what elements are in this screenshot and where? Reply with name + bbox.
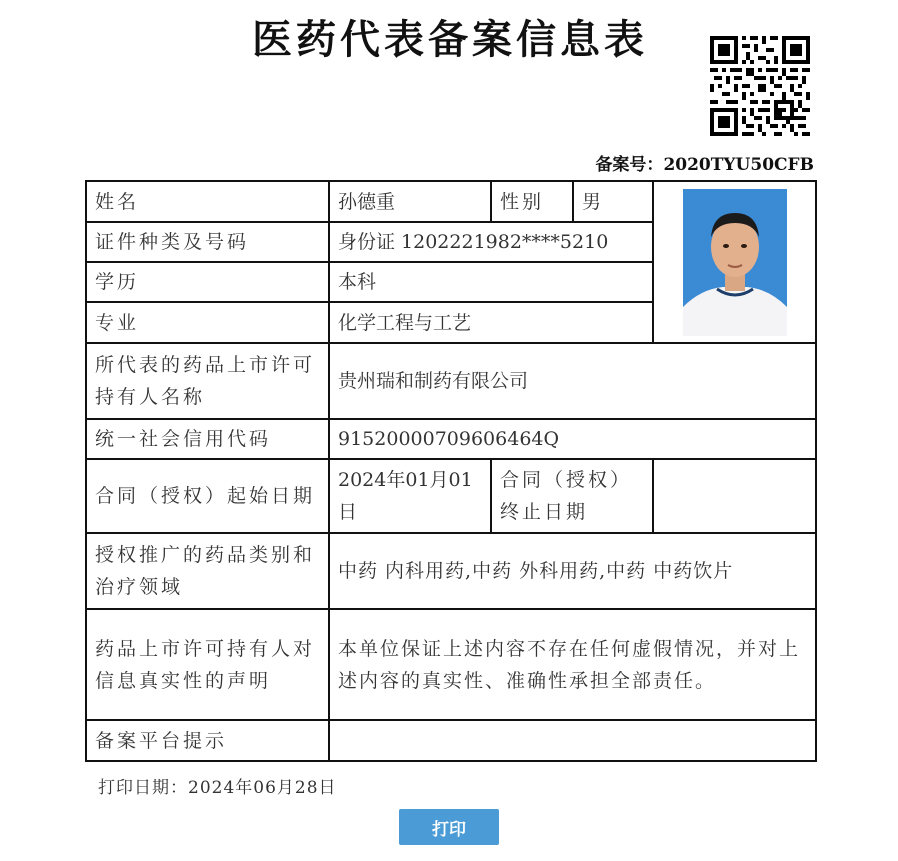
gender-value: 男 <box>573 181 653 222</box>
holder-label: 所代表的药品上市许可持有人名称 <box>86 343 329 419</box>
record-number-value: 2020TYU50CFB <box>663 155 814 175</box>
page-title: 医药代表备案信息表 <box>252 17 648 63</box>
gender-label: 性别 <box>491 181 573 222</box>
name-value: 孙德重 <box>329 181 491 222</box>
credit-code-label: 统一社会信用代码 <box>86 419 329 459</box>
record-number-label: 备案号： <box>595 155 664 175</box>
name-label: 姓名 <box>86 181 329 222</box>
category-label: 授权推广的药品类别和治疗领域 <box>86 533 329 609</box>
end-date-value <box>653 459 816 533</box>
major-value: 化学工程与工艺 <box>329 302 653 343</box>
id-value: 身份证 1202221982****5210 <box>329 222 653 262</box>
statement-label: 药品上市许可持有人对信息真实性的声明 <box>86 609 329 720</box>
id-label: 证件种类及号码 <box>86 222 329 262</box>
start-date-value: 2024年01月01日 <box>329 459 491 533</box>
category-value: 中药 内科用药,中药 外科用药,中药 中药饮片 <box>329 533 816 609</box>
education-value: 本科 <box>329 262 653 302</box>
major-label: 专业 <box>86 302 329 343</box>
print-button[interactable]: 打印 <box>399 809 499 845</box>
statement-value: 本单位保证上述内容不存在任何虚假情况，并对上述内容的真实性、准确性承担全部责任。 <box>329 609 816 720</box>
credit-code-value: 91520000709606464Q <box>329 419 816 459</box>
end-date-label: 合同（授权）终止日期 <box>491 459 653 533</box>
photo-cell <box>653 181 816 343</box>
platform-tip-label: 备案平台提示 <box>86 720 329 761</box>
platform-tip-value <box>329 720 816 761</box>
start-date-label: 合同（授权）起始日期 <box>86 459 329 533</box>
holder-value: 贵州瑞和制药有限公司 <box>329 343 816 419</box>
print-date: 打印日期：2024年06月28日 <box>98 778 337 798</box>
education-label: 学历 <box>86 262 329 302</box>
qr-code <box>710 36 810 136</box>
info-table <box>85 180 817 762</box>
portrait-photo <box>683 189 787 336</box>
record-number <box>595 150 814 175</box>
